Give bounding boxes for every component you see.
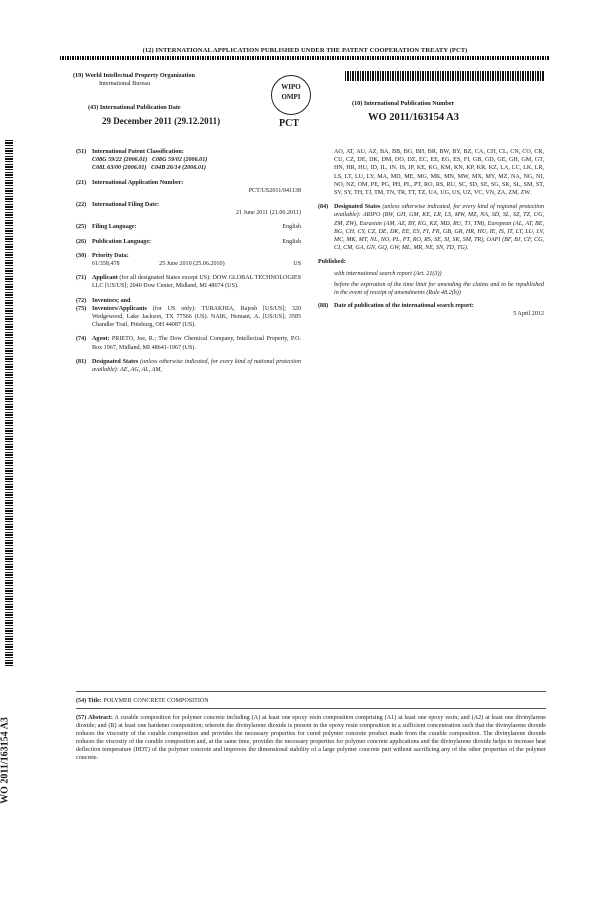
publication-barcode	[345, 71, 545, 81]
publication-date-block: (43) International Publication Date	[88, 104, 181, 111]
publication-number-block: (10) International Publication Number	[352, 100, 455, 107]
published-section: Published: with international search report (Art. 21(3)) before the expiration of the time limit for amending the claims and to be republished in the event of receipt of amendments (Rule 48.2(h))	[318, 259, 544, 297]
field-26: (26) Publication Language: English	[76, 238, 301, 245]
field-74: (74) Agent: PRIETO, Joe, R.; The Dow Chemical Company, Intellectual Property, P.O. Box 1967, Midland, MI 48641-1967 (US).	[76, 336, 301, 351]
org-subtitle: International Bureau	[99, 80, 151, 87]
publication-number: WO 2011/163154 A3	[368, 112, 460, 123]
bibliographic-right-column	[318, 148, 544, 319]
abstract-text: A curable composition for polymer concrete including (A) at least one epoxy resin composition comprising (A1) at least one epoxy resin; and (A2) at least one divinylarene dioxide; and (B) at least one hardener composition; wherein the divinylarene dioxide is present in the epoxy resin composition in a sufficient concentration such that the divinylarene dioxide reduces the viscosity of the curable composition and provides the necessary properties for cured polymer concrete product made from the curable composition. The divinylarene dioxide reduces the viscosity of the curable composition and, at the same time, provides the necessary properties for polymer concrete applications and the divinylarene dioxide helps to increase heat deflection temperature (HDT) of the polymer concrete and improves the dimensional stability of a large polymer concrete part without sacrificing any of the other properties of the polymer concrete.	[76, 715, 546, 761]
field-51: (51) International Patent Classification: C08G 59/22 (2006.01) C08G 59/02 (2006.01) C08L 63/00 (2006.01) C04B 26/14 (2006.01)	[76, 149, 208, 172]
field-81: (81) Designated States (unless otherwise indicated, for every kind of national protection available): AE, AG, AL, AM,	[76, 358, 302, 374]
field-88: (88) Date of publication of the international search report: 5 April 2012	[318, 303, 544, 318]
bibliographic-left-column	[76, 148, 301, 374]
vertical-publication-number: WO 2011/163154 A3	[0, 717, 11, 804]
abstract-field: (57) Abstract: A curable composition for polymer concrete including (A) at least one epoxy resin composition comprising (A1) at least one epoxy resin; and (A2) at least one divinylarene dioxide; and (B) at least one hardener composition; wherein the divinylarene dioxide is present in the epoxy resin composition in a sufficient concentration such that the divinylarene dioxide reduces the viscosity of the curable composition and provides the necessary properties for cured polymer concrete product made from the curable composition. The divinylarene dioxide reduces the viscosity of the curable composition and, at the same time, provides the necessary properties for polymer concrete applications and the divinylarene dioxide helps to increase heat deflection temperature (HDT) of the polymer concrete and improves the dimensional stability of a large polymer concrete part without sacrificing any of the other properties of the polymer concrete.	[76, 715, 546, 761]
title-field: (54) Title: POLYMER CONCRETE COMPOSITION	[76, 698, 209, 704]
field-22: (22) International Filing Date: 21 June 2011 (21.06.2011)	[76, 202, 301, 217]
pct-label: PCT	[279, 118, 299, 129]
field-25: (25) Filing Language: English	[76, 224, 301, 231]
org-name: World Intellectual Property Organization	[84, 72, 195, 79]
document-type-header: (12) INTERNATIONAL APPLICATION PUBLISHED UNDER THE PATENT COOPERATION TREATY (PCT)	[142, 47, 468, 54]
pub-date-label: International Publication Date	[99, 104, 181, 111]
designated-states-list: AO, AT, AU, AZ, BA, BB, BG, BH, BR, BW, BY, BZ, CA, CH, CL, CN, CO, CR, CU, CZ, DE, DK, DM, DO, DZ, EC, EE, EG, ES, FI, GB, GD, GE, GH, GM, GT, HN, HR, HU, ID, IL, IN, IS, JP, KE, KG, KM, KN, KP, KR, KZ, LA, LC, LK, LR, LS, LT, LU, LY, MA, MD, ME, MG, MK, MN, MW, MX, MY, MZ, NA, NG, NI, NO, NZ, OM, PE, PG, PH, PL, PT, RO, RS, RU, SC, SD, SE, SG, SK, SL, SM, ST, SV, SY, TH, TJ, TM, TN, TR, TT, TZ, UA, UG, US, UZ, VC, VN, ZA, ZM, ZW.	[334, 149, 544, 197]
field-72: (72) Inventors; and	[76, 297, 131, 304]
field-84: (84) Designated States (unless otherwise indicated, for every kind of regional protection available): ARIPO (BW, GH, GM, KE, LR, LS, MW, MZ, NA, SD, SL, SZ, TZ, UG, ZM, ZW), Eurasian (AM, AZ, BY, KG, KZ, MD, RU, TJ, TM), European (AL, AT, BE, BG, CH, CY, CZ, DE, DK, EE, ES, FI, FR, GB, GR, HR, HU, IE, IS, IT, LT, LU, LV, MC, MK, MT, NL, NO, PL, PT, RO, RS, SE, SI, SK, SM, TR), OAPI (BF, BJ, CF, CG, CI, CM, GA, GN, GQ, GW, ML, MR, NE, SN, TD, TG).	[318, 204, 545, 252]
org-number: (19)	[73, 72, 84, 79]
header-barcode	[60, 56, 550, 60]
publication-date: 29 December 2011 (29.12.2011)	[102, 116, 221, 126]
field-75: (75) Inventors/Applicants (for US only): TURAKHIA, Rajesh [US/US]; 320 Wedgewood, Lake Jackson, TX 77566 (US). NAIK, Hemant, A. [US/US]; 3585 Chandler Trail, Pittsburg, OH 44087 (US).	[76, 305, 301, 329]
published-item: with international search report (Art. 21(3))	[334, 270, 442, 277]
published-item: before the expiration of the time limit for amending the claims and to be republished in the event of receipt of amendments (Rule 48.2(h))	[334, 281, 544, 297]
field-71: (71) Applicant (for all designated States except US): DOW GLOBAL TECHNOLOGIES LLC [US/US]; 2040 Dow Center, Midland, MI 48674 (US).	[76, 275, 301, 290]
wipo-seal-icon: WIPO OMPI	[271, 75, 311, 115]
pub-number-label: International Publication Number	[363, 100, 455, 107]
invention-title: POLYMER CONCRETE COMPOSITION	[103, 698, 209, 704]
divider	[76, 708, 546, 709]
organization-block	[73, 72, 195, 88]
divider	[76, 691, 546, 692]
field-30: (30) Priority Data: 61/358,478 25 June 2010 (25.06.2010) US	[76, 252, 301, 268]
side-barcode	[5, 140, 13, 668]
field-21: (21) International Application Number: PCT/US2011/041138	[76, 179, 301, 194]
